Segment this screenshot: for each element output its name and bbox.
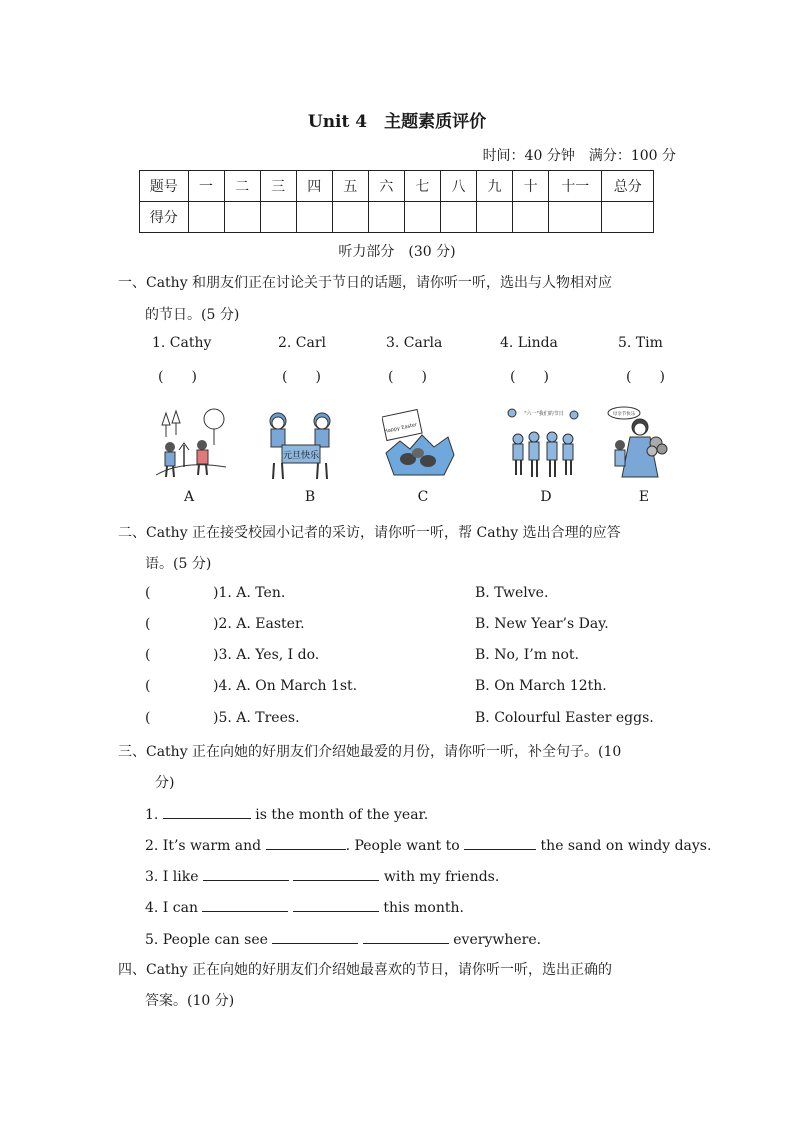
sentence-text: this month. [383, 900, 464, 916]
banner-text: 元旦快乐 [282, 451, 320, 461]
table-cell: 五 [332, 171, 368, 202]
table-cell: 十 [513, 171, 549, 202]
person-label: 3. Carla [386, 335, 443, 351]
score-input-cell[interactable] [296, 202, 332, 233]
new-year-picture [262, 405, 338, 485]
answer-open-paren[interactable]: ( [145, 647, 151, 663]
childrens-day-sign: "六一"我们的节日 [524, 411, 564, 417]
table-cell: 总分 [602, 171, 654, 202]
answer-blank[interactable] [202, 897, 288, 912]
section1-instruction: 一、Cathy 和朋友们正在讨论关于节日的话题，请你听一听，选出与人物相对应 [118, 275, 613, 291]
score-input-cell[interactable] [404, 202, 440, 233]
tree-planting-picture [152, 405, 228, 485]
sentence-text: 1. [145, 807, 159, 823]
sentence-text: 5. People can see [145, 932, 268, 948]
listening-heading: 听力部分 (30 分) [338, 244, 456, 260]
table-cell: 九 [477, 171, 513, 202]
person-label: 4. Linda [500, 335, 558, 351]
answer-blank[interactable] [203, 866, 289, 881]
section1-instruction-cont: 的节日。(5 分) [145, 307, 240, 323]
childrens-day-picture [506, 405, 582, 485]
question-option-a: )4. A. On March 1st. [213, 678, 358, 694]
question-option-b: B. No, I’m not. [475, 647, 579, 663]
mothers-day-picture [604, 405, 680, 485]
score-input-cell[interactable] [188, 202, 224, 233]
sentence-text: everywhere. [453, 932, 542, 948]
time-score-info: 时间：40 分钟 满分：100 分 [482, 148, 676, 164]
sentence-text: the sand on windy days. [540, 838, 712, 854]
question-option-a: )2. A. Easter. [213, 616, 305, 632]
table-cell: 八 [440, 171, 476, 202]
sentence-text: with my friends. [383, 869, 500, 885]
question-option-a: )3. A. Yes, I do. [213, 647, 320, 663]
easter-card-text: Happy Easter [383, 421, 418, 435]
section2-instruction-cont: 语。(5 分) [145, 556, 212, 572]
page-title: Unit 4 主题素质评价 [307, 112, 487, 132]
answer-open-paren[interactable]: ( [145, 585, 151, 601]
section2-instruction: 二、Cathy 正在接受校园小记者的采访，请你听一听，帮 Cathy 选出合理的应答 [118, 525, 621, 541]
score-input-cell[interactable] [477, 202, 513, 233]
question-option-b: B. New Year’s Day. [475, 616, 609, 632]
table-cell: 二 [224, 171, 260, 202]
table-cell: 六 [368, 171, 404, 202]
table-cell: 一 [188, 171, 224, 202]
score-table-score-row [140, 202, 654, 233]
person-label: 2. Carl [278, 335, 327, 351]
score-input-cell[interactable] [368, 202, 404, 233]
answer-open-paren[interactable]: ( [145, 678, 151, 694]
score-input-cell[interactable] [224, 202, 260, 233]
table-cell: 四 [296, 171, 332, 202]
person-label: 5. Tim [618, 335, 663, 351]
section3-instruction-cont: 分) [155, 775, 175, 791]
answer-parentheses[interactable]: ( ) [510, 369, 549, 385]
question-option-b: B. Twelve. [475, 585, 549, 601]
score-input-cell[interactable] [440, 202, 476, 233]
answer-blank[interactable] [293, 897, 379, 912]
fill-sentence-2 [145, 835, 711, 854]
table-cell: 得分 [140, 202, 189, 233]
picture-label-d: D [540, 489, 552, 505]
answer-parentheses[interactable]: ( ) [388, 369, 427, 385]
sentence-text: 3. I like [145, 869, 199, 885]
table-cell: 三 [260, 171, 296, 202]
answer-parentheses[interactable]: ( ) [626, 369, 665, 385]
answer-blank[interactable] [293, 866, 379, 881]
score-table-header-row [140, 171, 654, 202]
table-cell: 七 [404, 171, 440, 202]
fill-sentence-4 [145, 897, 464, 916]
question-option-a: )1. A. Ten. [213, 585, 286, 601]
score-input-cell[interactable] [549, 202, 602, 233]
sentence-text: is the month of the year. [255, 807, 429, 823]
question-option-b: B. Colourful Easter eggs. [475, 710, 654, 726]
fill-sentence-3 [145, 866, 499, 885]
picture-label-b: B [304, 489, 316, 505]
score-input-cell[interactable] [513, 202, 549, 233]
answer-open-paren[interactable]: ( [145, 616, 151, 632]
section4-instruction-cont: 答案。(10 分) [145, 993, 235, 1009]
picture-label-e: E [638, 489, 650, 505]
fill-sentence-5 [145, 929, 541, 948]
answer-blank[interactable] [266, 835, 346, 850]
picture-label-c: C [417, 489, 429, 505]
question-option-b: B. On March 12th. [475, 678, 607, 694]
question-option-a: )5. A. Trees. [213, 710, 300, 726]
mothers-day-bubble: 母亲节快乐 [612, 412, 636, 417]
person-label: 1. Cathy [152, 335, 212, 351]
answer-blank[interactable] [464, 835, 536, 850]
fill-sentence-1 [145, 804, 428, 823]
sentence-text: 2. It’s warm and [145, 838, 262, 854]
answer-parentheses[interactable]: ( ) [282, 369, 321, 385]
score-input-cell[interactable] [602, 202, 654, 233]
sentence-text: . People want to [345, 838, 460, 854]
easter-picture [382, 405, 458, 485]
score-input-cell[interactable] [332, 202, 368, 233]
answer-blank[interactable] [272, 929, 358, 944]
answer-blank[interactable] [163, 804, 251, 819]
section3-instruction: 三、Cathy 正在向她的好朋友们介绍她最爱的月份，请你听一听，补全句子。(10 [118, 744, 622, 760]
score-table [139, 170, 654, 233]
score-input-cell[interactable] [260, 202, 296, 233]
table-cell: 题号 [140, 171, 189, 202]
picture-label-a: A [183, 489, 195, 505]
answer-open-paren[interactable]: ( [145, 710, 151, 726]
answer-parentheses[interactable]: ( ) [158, 369, 197, 385]
section4-instruction: 四、Cathy 正在向她的好朋友们介绍她最喜欢的节日，请你听一听，选出正确的 [118, 962, 613, 978]
sentence-text: 4. I can [145, 900, 198, 916]
answer-blank[interactable] [363, 929, 449, 944]
table-cell: 十一 [549, 171, 602, 202]
